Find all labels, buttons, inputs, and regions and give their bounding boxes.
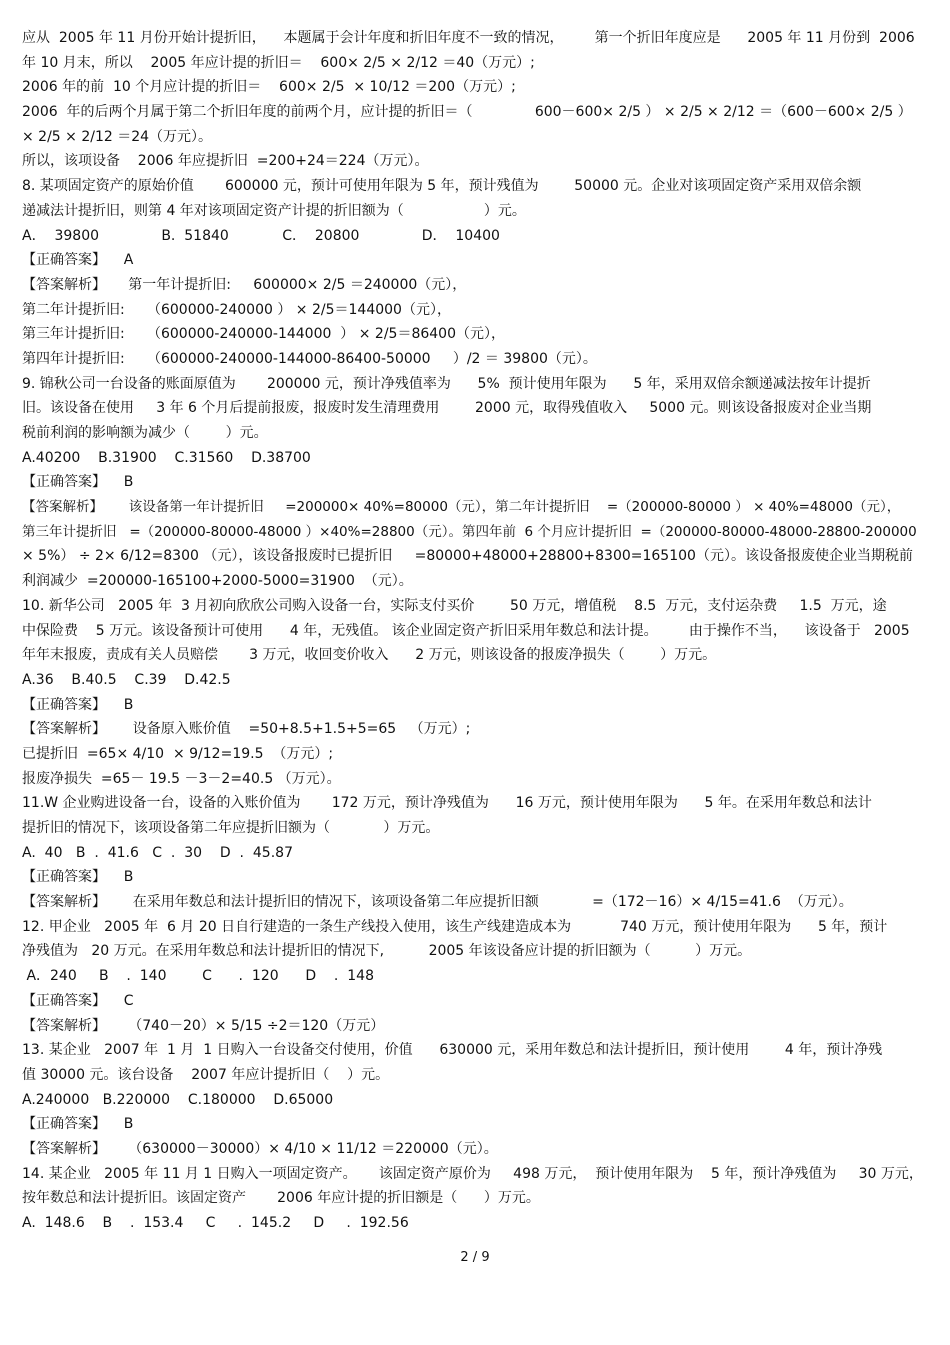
text-line: A． 39800 B. 51840 C． 20800 D． 10400 (22, 227, 500, 244)
text-line: 8. 某项固定资产的原始价值 600000 元，预计可使用年限为 5 年，预计残值为 50000 元。企业对该项固定资产采用双倍余额 (22, 178, 862, 195)
page-body (22, 26, 928, 1236)
text-line: × 5%） ÷ 2× 6/12=8300 （元），该设备报废时已提折旧 =80000+48000+28800+8300=165100（元）。该设备报废使企业当期税前 (22, 548, 913, 565)
text-line: 税前利润的影响额为减少（ ）元。 (22, 425, 268, 441)
text-line: × 2/5 × 2/12 ＝24（万元）。 (22, 128, 213, 145)
text-line: 第二年计提折旧: （600000-240000 ） × 2/5＝144000（元）， (22, 301, 451, 318)
page-number: 2 / 9 (460, 1250, 490, 1265)
text-line: 【答案解析】 （740－20）× 5/15 ÷2＝120（万元） (22, 1017, 385, 1034)
text-line: 9. 锦秋公司一台设备的账面原值为 200000 元，预计净残值率为 5% 预计使用年限为 5 年，采用双倍余额递减法按年计提折 (22, 375, 871, 392)
text-line: 【正确答案】 B (22, 696, 134, 713)
text-line: 净残值为 20 万元。在采用年数总和法计提折旧的情况下, 2005 年该设备应计提的折旧额为（ ）万元。 (22, 943, 752, 960)
text-line: 【正确答案】 B (22, 474, 134, 491)
text-line: A．240 B . 140 C . 120 D . 148 (22, 968, 374, 985)
text-line: 旧。该设备在使用 3 年 6 个月后提前报废，报废时发生清理费用 2000 元，取得残值收入 5000 元。则该设备报废对企业当期 (22, 400, 872, 417)
text-line: 第三年计提折旧 =（200000-80000-48000 ）×40%=28800（元）。第四年前 6 个月应计提折旧 =（200000-80000-48000-28800-200000 (22, 523, 917, 540)
text-line: 2006 年的后两个月属于第二个折旧年度的前两个月，应计提的折旧＝（ 600－600× 2/5 ） × 2/5 × 2/12 ＝（600－600× 2/5 ） (22, 104, 912, 121)
text-line: A. 40 B . 41.6 C . 30 D . 45.87 (22, 844, 293, 861)
text-line: 按年数总和法计提折旧。该固定资产 2006 年应计提的折旧额是（ ）万元。 (22, 1190, 540, 1207)
text-line: 递减法计提折旧，则第 4 年对该项固定资产计提的折旧额为（ ）元。 (22, 202, 526, 219)
text-line: 第四年计提折旧: （600000-240000-144000-86400-50000 ）/2 ＝ 39800（元）。 (22, 350, 597, 367)
text-line: 利润减少 =200000-165100+2000-5000=31900 （元）。 (22, 573, 413, 590)
text-line: 第三年计提折旧: （600000-240000-144000 ） × 2/5＝86400（元）， (22, 326, 505, 343)
text-line: A.240000 B.220000 C.180000 D.65000 (22, 1091, 334, 1108)
text-line: 【正确答案】 B (22, 1116, 134, 1133)
text-line: A.40200 B.31900 C.31560 D.38700 (22, 449, 311, 466)
text-line: 10. 新华公司 2005 年 3 月初向欣欣公司购入设备一台，实际支付买价 50 万元，增值税 8.5 万元，支付运杂费 1.5 万元，途 (22, 597, 887, 614)
text-line: 值 30000 元。该台设备 2007 年应计提折旧（ ）元。 (22, 1066, 390, 1083)
text-line: 【答案解析】 在采用年数总和法计提折旧的情况下，该项设备第二年应提折旧额 =（172－16）× 4/15=41.6 （万元）。 (22, 894, 853, 911)
text-line: 【答案解析】 设备原入账价值 =50+8.5+1.5+5=65 （万元）; (22, 721, 471, 738)
text-line: 所以，该项设备 2006 年应提折旧 =200+24＝224（万元）。 (22, 153, 429, 170)
text-line: 【正确答案】 B (22, 869, 134, 886)
text-line: 中保险费 5 万元。该设备预计可使用 4 年，无残值。 该企业固定资产折旧采用年数总和法计提。 由于操作不当， 该设备于 2005 (22, 622, 910, 639)
text-line: 提折旧的情况下，该项设备第二年应提折旧额为（ ）万元。 (22, 820, 440, 836)
text-line: 【正确答案】 A (22, 252, 134, 269)
text-line: 12. 甲企业 2005 年 6 月 20 日自行建造的一条生产线投入使用，该生产线建造成本为 740 万元，预计使用年限为 5 年，预计 (22, 918, 888, 935)
text-line: 2006 年的前 10 个月应计提的折旧＝ 600× 2/5 × 10/12 ＝200（万元）; (22, 79, 516, 96)
text-line: 年 10 月末，所以 2005 年应计提的折旧＝ 600× 2/5 × 2/12 ＝40（万元）; (22, 54, 535, 71)
text-line: 13. 某企业 2007 年 1 月 1 日购入一台设备交付使用，价值 630000 元，采用年数总和法计提折旧，预计使用 4 年，预计净残 (22, 1042, 883, 1059)
text-line: 【答案解析】 第一年计提折旧: 600000× 2/5 ＝240000（元）， (22, 276, 467, 293)
text-line: 已提折旧 =65× 4/10 × 9/12=19.5 （万元）; (22, 745, 334, 762)
text-line: 应从 2005 年 11 月份开始计提折旧， 本题属于会计年度和折旧年度不一致的情况， 第一个折旧年度应是 2005 年 11 月份到 2006 (22, 30, 915, 46)
text-line: 报废净损失 =65－ 19.5 －3－2=40.5 （万元）。 (22, 770, 341, 787)
text-line: A.36 B.40.5 C.39 D.42.5 (22, 671, 231, 688)
text-line: 14. 某企业 2005 年 11 月 1 日购入一项固定资产。 该固定资产原价为 498 万元， 预计使用年限为 5 年，预计净残值为 30 万元， (22, 1165, 923, 1182)
text-line: 【答案解析】 （630000－30000）× 4/10 × 11/12 ＝220000（元）。 (22, 1140, 498, 1157)
text-line: 11.W 企业购进设备一台，设备的入账价值为 172 万元，预计净残值为 16 万元，预计使用年限为 5 年。在采用年数总和法计 (22, 795, 872, 812)
text-line: A. 148.6 B . 153.4 C . 145.2 D . 192.56 (22, 1215, 409, 1231)
text-line: 【正确答案】 C (22, 992, 134, 1009)
text-line: 年年末报废，责成有关人员赔偿 3 万元，收回变价收入 2 万元，则该设备的报废净损失（ ）万元。 (22, 647, 717, 664)
text-line: 【答案解析】 该设备第一年计提折旧 =200000× 40%=80000（元），第二年计提折旧 =（200000-80000 ） × 40%=48000（元）， (22, 499, 901, 516)
